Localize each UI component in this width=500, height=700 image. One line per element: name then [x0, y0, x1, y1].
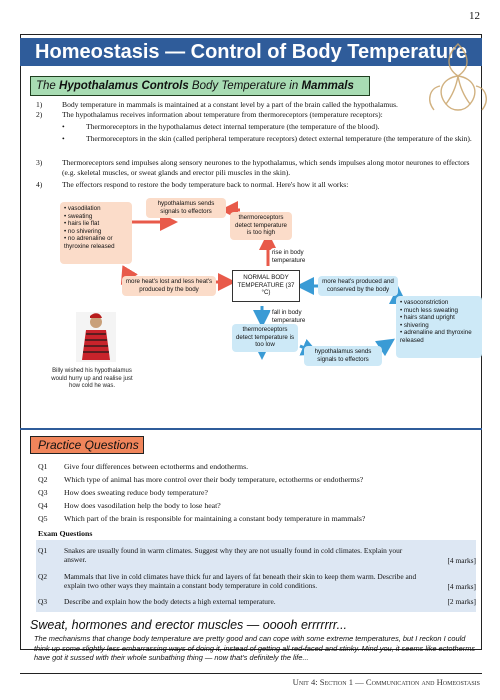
fall-in-temperature-label: fall in body temperature	[270, 308, 316, 330]
practice-questions-title: Practice Questions	[38, 438, 139, 452]
rise-in-temperature-label: rise in body temperature	[270, 248, 316, 270]
thermoreceptors-too-low: thermoreceptors detect temperature is too low	[232, 324, 298, 352]
heat-produced-box: more heat's produced and conserved by the body	[318, 276, 398, 296]
section-heading: The Hypothalamus Controls Body Temperature in Mammals	[36, 80, 354, 92]
cold-effects-box: • vasoconstriction • much less sweating • hairs stand upright • shivering • adrenaline and thyroxine released	[396, 296, 482, 358]
thermoreceptors-too-high: thermoreceptors detect temperature is too high	[230, 212, 292, 240]
unit-footer: Unit 4: Section 1 — Communication and Homeostasis	[292, 677, 480, 687]
footer-text: The mechanisms that change body temperature are pretty good and can cope with some extreme temperatures, but I reckon I could think up some slightly less embarrassing ways of doing it, instead of getting all red-faced and stinky. Mind you, it seems like ectotherms have got it sussed with their whole sunbathing thing — now that's definitely the life...	[34, 634, 476, 663]
man-in-red-blanket-image	[76, 312, 116, 362]
page-number: 12	[469, 10, 480, 22]
hypothalamus-signal-bottom: hypothalamus sends signals to effectors	[304, 346, 382, 366]
heat-lost-box: more heat's lost and less heat's produced by the body	[122, 276, 216, 296]
footer-rule	[20, 673, 482, 674]
hot-effects-box: • vasodilation • sweating • hairs lie flat • no shivering • no adrenaline or thyroxine released	[60, 202, 132, 264]
image-caption: Billy wished his hypothalamus would hurry up and realise just how cold he was.	[51, 368, 133, 390]
footer-title: Sweat, hormones and erector muscles — ooooh errrrrrr...	[30, 618, 348, 632]
normal-temperature-box: NORMAL BODY TEMPERATURE (37 °C)	[232, 270, 300, 302]
exam-questions-label: Exam Questions	[38, 529, 93, 538]
page-title: Homeostasis — Control of Body Temperature	[35, 41, 467, 63]
section-divider	[20, 428, 482, 430]
hypothalamus-signal-top: hypothalamus sends signals to effectors	[146, 198, 226, 218]
